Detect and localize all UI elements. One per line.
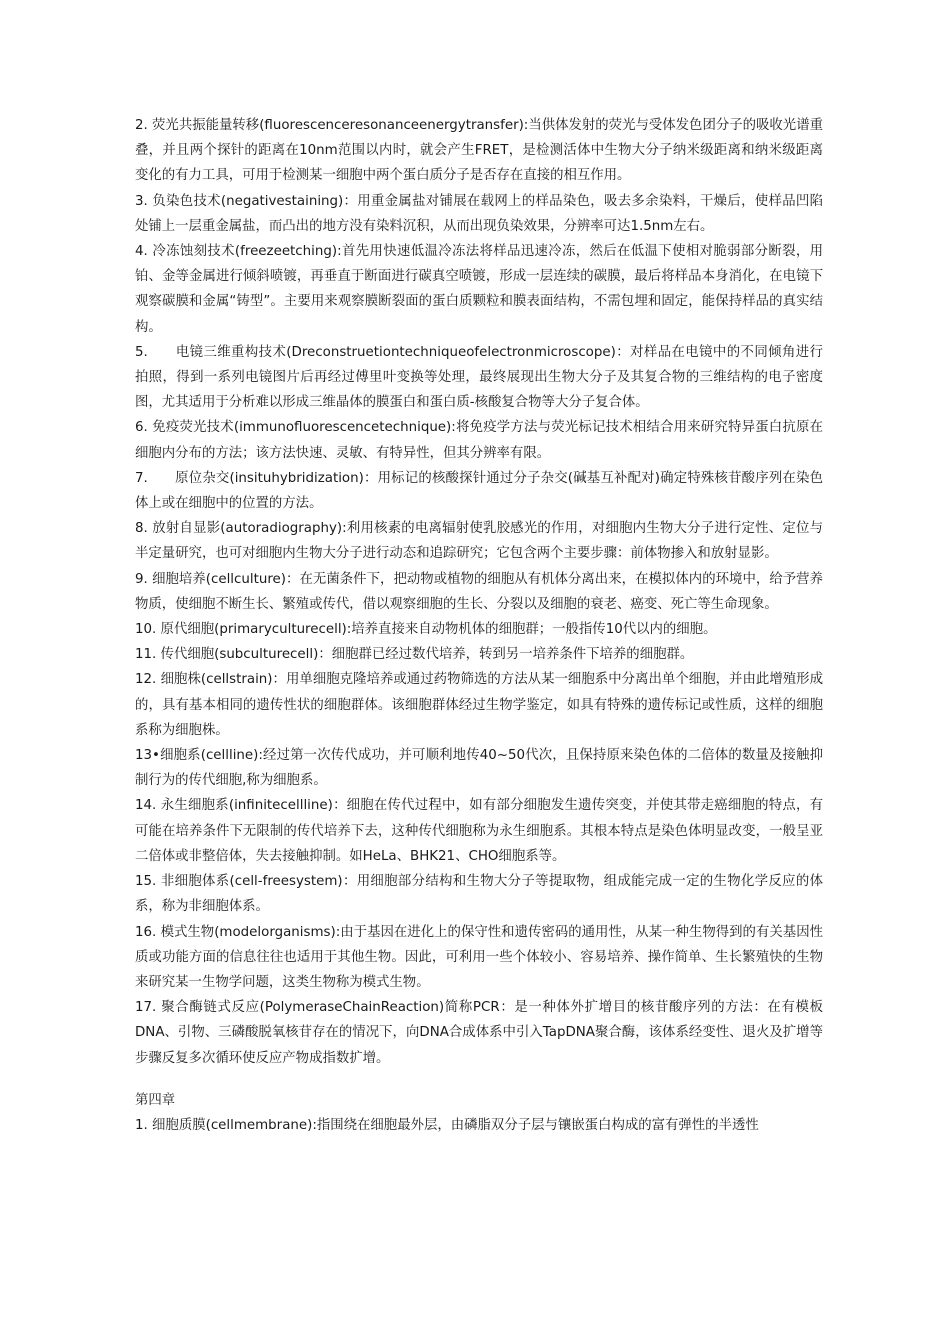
paragraph-14-infinite-cell-line: 14. 永生细胞系(infinitecellline)：细胞在传代过程中，如有部分细胞发生遗传突变，并使其带走癌细胞的特点，有可能在培养条件下无限制的传代培养下去，这种传代细胞称为永生细胞系。其根本特点是染色体明显改变，一般呈亚二倍体或非整倍体，失去接触抑制。如HeLa、BHK21、CHO细胞系等。 [135, 798, 823, 864]
paragraph-10-primary-culture-cell: 10. 原代细胞(primaryculturecell):培养直接来自动物机体的细胞群；一般指传10代以内的细胞。 [135, 622, 717, 638]
chapter-heading: 第四章 [135, 1092, 176, 1108]
paragraph-15-cell-free-system: 15. 非细胞体系(cell-freesystem)：用细胞部分结构和生物大分子等提取物，组成能完成一定的生物化学反应的体系，称为非细胞体系。 [135, 874, 823, 915]
paragraph-2-fret: 2. 荧光共振能量转移(fluorescenceresonanceenergytransfer):当供体发射的荧光与受体发色团分子的吸收光谱重叠，并且两个探针的距离在10nm范围以内时，就会产生FRET，是检测活体中生物大分子纳米级距离和纳米级距离变化的有力工具，可用于检测某一细胞中两个蛋白质分子是否存在直接的相互作用。 [135, 118, 823, 184]
paragraph-3-negative-staining: 3. 负染色技术(negativestaining)：用重金属盐对铺展在载网上的样品染色，吸去多余染料，干燥后，使样品凹陷处铺上一层重金属盐，而凸出的地方没有染料沉积，从而出现负染效果，分辨率可达1.5nm左右。 [135, 193, 823, 234]
document-page [135, 113, 823, 1138]
paragraph-13-cell-line: 13•细胞系(cellline):经过第一次传代成功，并可顺利地传40~50代次，且保持原来染色体的二倍体的数量及接触抑制行为的传代细胞,称为细胞系。 [135, 748, 823, 789]
paragraph-8-autoradiography: 8. 放射自显影(autoradiography):利用核素的电离辐射使乳胶感光的作用，对细胞内生物大分子进行定性、定位与半定量研究，也可对细胞内生物大分子进行动态和追踪研究；它包含两个主要步骤：前体物掺入和放射显影。 [135, 521, 823, 562]
paragraph-16-model-organisms: 16. 模式生物(modelorganisms):由于基因在进化上的保守性和遗传密码的通用性，从某一种生物得到的有关基因性质或功能方面的信息往往也适用于其他生物。因此，可利用一些个体较小、容易培养、操作简单、生长繁殖快的生物来研究某一生物学问题，这类生物称为模式生物。 [135, 924, 823, 990]
paragraph-6-immunofluorescence: 6. 免疫荧光技术(immunofluorescencetechnique):将免疫学方法与荧光标记技术相结合用来研究特异蛋白抗原在细胞内分布的方法；该方法快速、灵敏、有特异性，但其分辨率有限。 [135, 420, 823, 461]
paragraph-4-freeze-etching: 4. 冷冻蚀刻技术(freezeetching):首先用快速低温冷冻法将样品迅速冷冻，然后在低温下使相对脆弱部分断裂，用铂、金等金属进行倾斜喷镀，再垂直于断面进行碳真空喷镀，形成一层连续的碳膜，最后将样品本身消化，在电镜下观察碳膜和金属“铸型”。主要用来观察膜断裂面的蛋白质颗粒和膜表面结构，不需包埋和固定，能保持样品的真实结构。 [135, 244, 823, 335]
paragraph-5-3d-reconstruction: 5. 电镜三维重构技术(Dreconstruetiontechniqueofelectronmicroscope)：对样品在电镜中的不同倾角进行拍照，得到一系列电镜图片后再经过傅里叶变换等处理，最终展现出生物大分子及其复合物的三维结构的电子密度图，尤其适用于分析难以形成三维晶体的膜蛋白和蛋白质-核酸复合物等大分子复合体。 [135, 344, 823, 411]
paragraph-17-pcr: 17. 聚合酶链式反应(PolymeraseChainReaction)简称PCR：是一种体外扩增目的核苷酸序列的方法：在有模板DNA、引物、三磷酸脱氧核苷存在的情况下，向DNA合成体系中引入TapDNA聚合酶，该体系经变性、退火及扩增等步骤反复多次循环使反应产物成指数扩增。 [135, 1000, 823, 1066]
paragraph-7-in-situ-hybridization: 7. 原位杂交(insituhybridization)：用标记的核酸探针通过分子杂交(碱基互补配对)确定特殊核苷酸序列在染色体上或在细胞中的位置的方法。 [135, 470, 823, 512]
paragraph-12-cell-strain: 12. 细胞株(cellstrain)：用单细胞克隆培养或通过药物筛选的方法从某一细胞系中分离出单个细胞，并由此增殖形成的，具有基本相同的遗传性状的细胞群体。该细胞群体经过生物学鉴定，如具有特殊的遗传标记或性质，这样的细胞系称为细胞株。 [135, 672, 823, 738]
paragraph-9-cell-culture: 9. 细胞培养(cellculture)：在无菌条件下，把动物或植物的细胞从有机体分离出来，在模拟体内的环境中，给予营养物质，使细胞不断生长、繁殖或传代，借以观察细胞的生长、分裂以及细胞的衰老、癌变、死亡等生命现象。 [135, 571, 823, 612]
chapter-paragraph-1-cell-membrane: 1. 细胞质膜(cellmembrane):指围绕在细胞最外层，由磷脂双分子层与镶嵌蛋白构成的富有弹性的半透性 [135, 1117, 759, 1133]
paragraph-11-subculture-cell: 11. 传代细胞(subculturecell)：细胞群已经过数代培养，转到另一培养条件下培养的细胞群。 [135, 647, 694, 663]
